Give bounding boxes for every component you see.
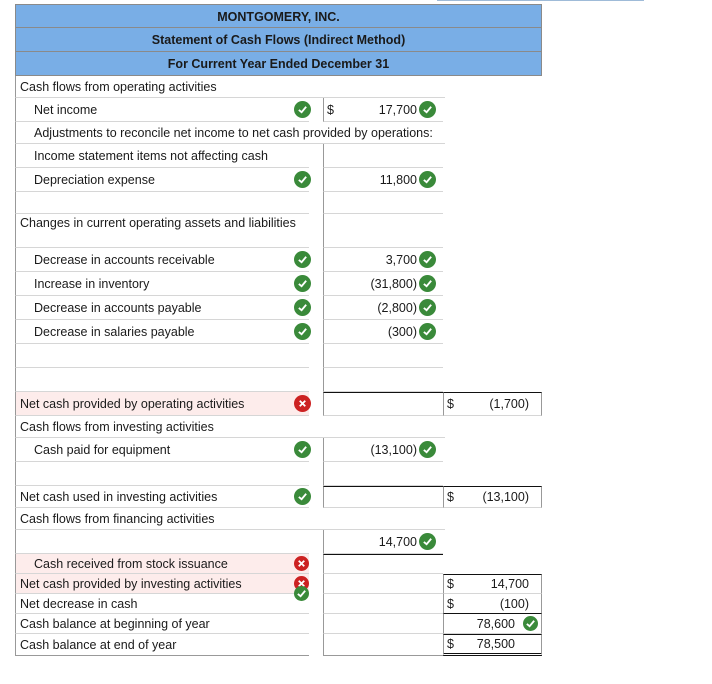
- check-icon: [294, 171, 311, 188]
- dollar-sign: $: [447, 490, 454, 504]
- financing-amount-row: [15, 530, 543, 554]
- dec-sal-label[interactable]: Decrease in salaries payable: [15, 320, 309, 344]
- dec-ap-label[interactable]: Decrease in accounts payable: [15, 296, 309, 320]
- income-items-label[interactable]: Income statement items not affecting cash: [15, 144, 309, 168]
- net-inv-row: [15, 486, 543, 508]
- check-icon: [294, 586, 309, 601]
- empty-amount[interactable]: [323, 192, 443, 214]
- begin-amount[interactable]: 78,600: [443, 614, 542, 634]
- changes-amount[interactable]: [323, 214, 443, 248]
- net-dec-label[interactable]: Net decrease in cash: [15, 594, 309, 614]
- cross-icon: [294, 556, 309, 571]
- empty-row: [15, 192, 543, 214]
- stock-row: [15, 554, 543, 574]
- empty-label[interactable]: [15, 368, 309, 392]
- empty-label[interactable]: [15, 192, 309, 214]
- depreciation-row: [15, 168, 543, 192]
- statement-period: For Current Year Ended December 31: [15, 52, 542, 76]
- check-icon: [419, 101, 436, 118]
- equipment-amount[interactable]: (13,100): [323, 438, 443, 462]
- begin-mid[interactable]: [323, 614, 443, 634]
- dec-ap-amount[interactable]: (2,800): [323, 296, 443, 320]
- check-icon: [419, 275, 436, 292]
- dollar-sign: $: [327, 102, 334, 117]
- net-fin-amount[interactable]: $ 14,700: [443, 574, 542, 594]
- net-op-label[interactable]: Net cash provided by operating activities: [15, 392, 309, 416]
- dollar-sign: $: [447, 397, 454, 411]
- net-op-amount[interactable]: $ (1,700): [443, 392, 542, 416]
- inc-inv-amount[interactable]: (31,800): [323, 272, 443, 296]
- inc-inv-row: [15, 272, 543, 296]
- inc-inv-label[interactable]: Increase in inventory: [15, 272, 309, 296]
- empty-amount[interactable]: [323, 368, 443, 392]
- check-icon: [294, 488, 311, 505]
- check-icon: [419, 323, 436, 340]
- net-income-amount[interactable]: $ 17,700: [323, 98, 443, 122]
- empty-label[interactable]: [15, 462, 309, 486]
- begin-row: [15, 614, 543, 634]
- empty-row: [15, 462, 543, 486]
- net-fin-row: [15, 574, 543, 594]
- dec-ar-row: [15, 248, 543, 272]
- changes-heading[interactable]: Changes in current operating assets and liabilities: [15, 214, 309, 248]
- check-icon: [419, 251, 436, 268]
- cross-icon: [294, 395, 311, 412]
- depreciation-amount[interactable]: 11,800: [323, 168, 443, 192]
- net-inv-mid[interactable]: [323, 486, 443, 508]
- investing-heading: Cash flows from investing activities: [15, 416, 445, 438]
- end-amount[interactable]: $ 78,500: [443, 634, 542, 656]
- empty-row: [15, 368, 543, 392]
- net-inv-amount[interactable]: $ (13,100): [443, 486, 542, 508]
- check-icon: [294, 299, 311, 316]
- empty-amount[interactable]: [323, 344, 443, 368]
- cash-flow-statement: [15, 4, 543, 656]
- end-mid[interactable]: [323, 634, 443, 656]
- changes-heading-row: [15, 214, 543, 248]
- check-icon: [294, 323, 311, 340]
- equipment-row: [15, 438, 543, 462]
- income-items-row: [15, 144, 543, 168]
- net-fin-mid[interactable]: [323, 574, 443, 594]
- financing-heading-row: [15, 508, 543, 530]
- stock-label[interactable]: Cash received from stock issuance: [15, 554, 309, 574]
- investing-heading-row: [15, 416, 543, 438]
- check-icon: [294, 275, 311, 292]
- net-income-row: [15, 98, 543, 122]
- operating-heading-row: [15, 76, 543, 98]
- check-icon: [419, 171, 436, 188]
- income-items-amount[interactable]: [323, 144, 443, 168]
- dec-ar-amount[interactable]: 3,700: [323, 248, 443, 272]
- dec-ap-row: [15, 296, 543, 320]
- statement-title: Statement of Cash Flows (Indirect Method): [15, 28, 542, 52]
- dec-ar-label[interactable]: Decrease in accounts receivable: [15, 248, 309, 272]
- net-fin-label[interactable]: Net cash provided by investing activities: [15, 574, 309, 594]
- adjustments-heading: Adjustments to reconcile net income to net cash provided by operations:: [15, 122, 445, 144]
- net-dec-mid[interactable]: [323, 594, 443, 614]
- financing-heading: Cash flows from financing activities: [15, 508, 445, 530]
- financing-item-label[interactable]: [15, 530, 309, 554]
- financing-amount[interactable]: 14,700: [323, 530, 443, 554]
- adjustments-row: [15, 122, 543, 144]
- end-row: [15, 634, 543, 656]
- stock-amount[interactable]: [323, 554, 443, 574]
- check-icon: [294, 251, 311, 268]
- operating-heading: Cash flows from operating activities: [15, 76, 445, 98]
- net-op-row: [15, 392, 543, 416]
- net-inv-label[interactable]: Net cash used in investing activities: [15, 486, 309, 508]
- equipment-label[interactable]: Cash paid for equipment: [15, 438, 309, 462]
- dollar-sign: $: [447, 637, 454, 651]
- net-dec-row: [15, 594, 543, 614]
- dollar-sign: $: [447, 596, 454, 611]
- net-income-label[interactable]: Net income: [15, 98, 309, 122]
- company-name: MONTGOMERY, INC.: [15, 4, 542, 28]
- check-icon: [294, 441, 311, 458]
- check-icon: [523, 616, 538, 631]
- net-dec-amount[interactable]: $ (100): [443, 594, 542, 614]
- end-label[interactable]: Cash balance at end of year: [15, 634, 309, 656]
- dec-sal-row: [15, 320, 543, 344]
- depreciation-label[interactable]: Depreciation expense: [15, 168, 309, 192]
- net-op-mid[interactable]: [323, 392, 443, 416]
- dollar-sign: $: [447, 577, 454, 591]
- top-divider: [437, 0, 644, 1]
- dec-sal-amount[interactable]: (300): [323, 320, 443, 344]
- check-icon: [419, 533, 436, 550]
- check-icon: [419, 299, 436, 316]
- check-icon: [419, 441, 436, 458]
- empty-amount[interactable]: [323, 462, 443, 486]
- begin-label[interactable]: Cash balance at beginning of year: [15, 614, 309, 634]
- empty-label[interactable]: [15, 344, 309, 368]
- check-icon: [294, 101, 311, 118]
- empty-row: [15, 344, 543, 368]
